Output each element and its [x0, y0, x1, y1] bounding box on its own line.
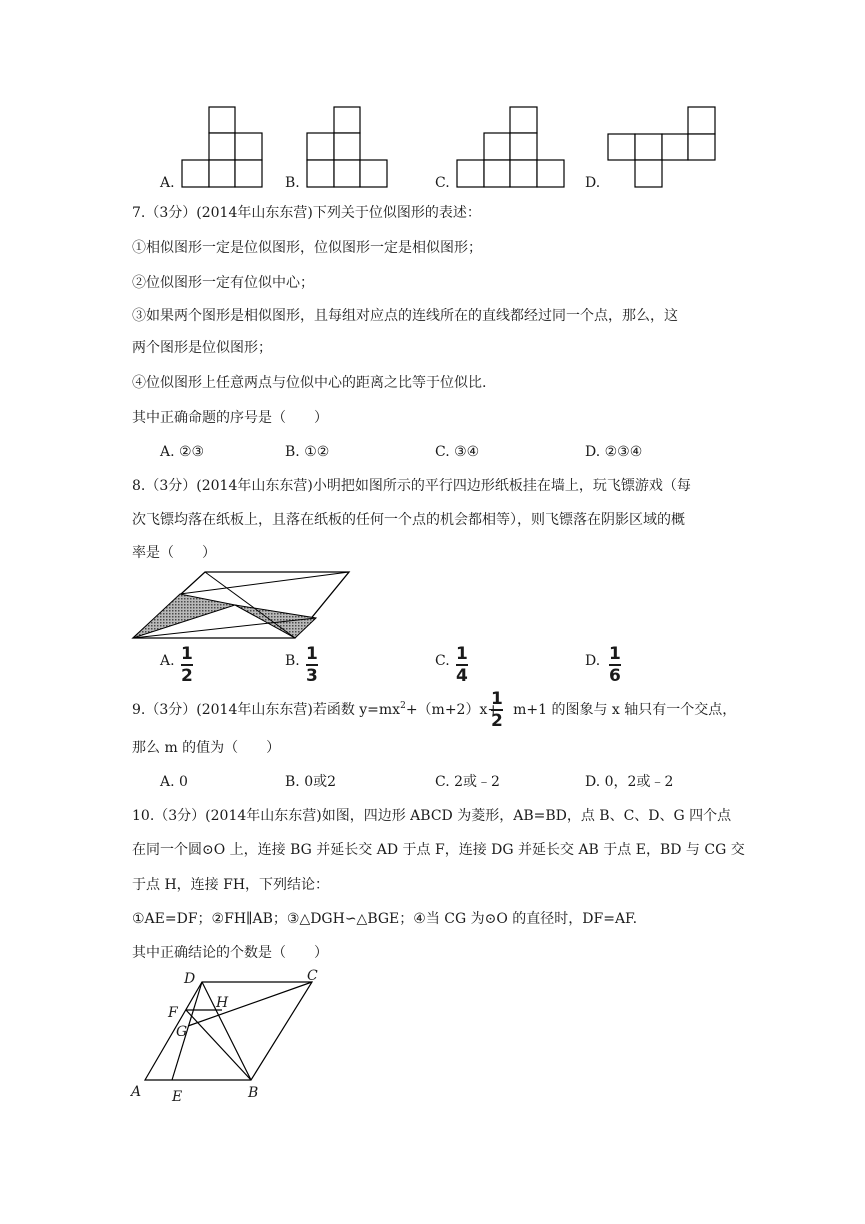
q8-option-b-label[interactable]: B.: [285, 653, 300, 669]
q9-stem-mid: +（m+2）x+: [405, 702, 500, 718]
q9-stem-pre: 9.（3分）(2014年山东东营)若函数 y=mx: [132, 702, 401, 718]
point-label-d: D: [184, 971, 196, 987]
q10-stem-line-2: 在同一个圆⊙O 上，连接 BG 并延长交 AD 于点 F，连接 DG 并延长交 AB 于点 E，BD 与 CG 交: [132, 842, 745, 858]
q8-stem-line-1: 8.（3分）(2014年山东东营)小明把如图所示的平行四边形纸板挂在墙上，玩飞镖游戏（每: [132, 478, 691, 494]
q6-option-d-label[interactable]: D.: [585, 175, 601, 191]
q7-statement-3-cont: 两个图形是位似图形；: [132, 340, 272, 356]
q8-option-d-fraction: [609, 645, 621, 685]
q10-stem-line-1: 10.（3分）(2014年山东东营)如图，四边形 ABCD 为菱形，AB=BD，点 B、C、D、G 四个点: [132, 808, 732, 824]
q10-stem-line-3: 于点 H，连接 FH，下列结论：: [132, 877, 330, 893]
denominator: 2: [181, 666, 193, 686]
q10-conclusions: ①AE=DF；②FH∥AB；③△DGH∽△BGE；④当 CG 为⊙O 的直径时，DF=AF.: [132, 911, 638, 927]
q7-statement-3: ③如果两个图形是相似图形，且每组对应点的连线所在的直线都经过同一个点，那么，这: [132, 308, 678, 324]
q7-statement-2: ②位似图形一定有位似中心；: [132, 275, 314, 291]
q7-option-b[interactable]: B. ①②: [285, 444, 330, 460]
q9-option-d[interactable]: D. 0，2或﹣2: [585, 774, 674, 790]
q8-option-b-fraction: [306, 645, 318, 685]
point-label-a: A: [131, 1084, 142, 1100]
q10-rhombus-figure: [128, 968, 328, 1103]
numerator: 1: [456, 644, 468, 664]
denominator: 2: [491, 711, 503, 731]
q7-option-a[interactable]: A. ②③: [160, 444, 205, 460]
q6-option-b-figure: [307, 107, 389, 189]
q6-option-a-figure: [182, 107, 264, 189]
q7-stem: 7.（3分）(2014年山东东营)下列关于位似图形的表述：: [132, 205, 481, 221]
point-label-g: G: [176, 1024, 188, 1040]
q9-stem-line-1: [132, 696, 736, 720]
q7-statement-1: ①相似图形一定是位似图形，位似图形一定是相似图形；: [132, 240, 482, 256]
q10-question: 其中正确结论的个数是（ ）: [132, 945, 328, 961]
q9-stem-line-2: 那么 m 的值为（ ）: [132, 740, 281, 756]
q9-stem-post: m+1 的图象与 x 轴只有一个交点，: [513, 702, 737, 718]
point-label-f: F: [168, 1005, 178, 1021]
q9-fraction: [491, 690, 503, 730]
numerator: 1: [181, 644, 193, 664]
q9-option-a[interactable]: A. 0: [160, 774, 188, 790]
denominator: 3: [306, 666, 318, 686]
denominator: 6: [609, 666, 621, 686]
q8-option-c-fraction: [456, 645, 468, 685]
q8-option-a-label[interactable]: A.: [160, 653, 175, 669]
numerator: 1: [491, 689, 503, 709]
q8-option-a-fraction: [181, 645, 193, 685]
q7-question: 其中正确命题的序号是（ ）: [132, 410, 328, 426]
point-label-h: H: [216, 995, 229, 1011]
q8-parallelogram-figure: [130, 568, 352, 640]
q8-option-d-label[interactable]: D.: [585, 653, 601, 669]
denominator: 4: [456, 666, 468, 686]
point-label-c: C: [307, 968, 318, 984]
q7-statement-4: ④位似图形上任意两点与位似中心的距离之比等于位似比.: [132, 375, 487, 391]
q8-stem-line-2: 次飞镖均落在纸板上，且落在纸板的任何一个点的机会都相等），则飞镖落在阴影区域的概: [132, 512, 685, 528]
q8-option-c-label[interactable]: C.: [435, 653, 450, 669]
q6-option-c-figure: [457, 107, 567, 189]
q7-option-c[interactable]: C. ③④: [435, 444, 480, 460]
q6-option-b-label[interactable]: B.: [285, 175, 300, 191]
numerator: 1: [609, 644, 621, 664]
point-label-e: E: [172, 1089, 183, 1105]
q9-option-b[interactable]: B. 0或2: [285, 774, 337, 790]
q9-exponent: 2: [400, 701, 406, 711]
q9-option-c[interactable]: C. 2或﹣2: [435, 774, 500, 790]
q6-option-a-label[interactable]: A.: [160, 175, 175, 191]
q6-option-d-figure: [608, 107, 718, 189]
q7-option-d[interactable]: D. ②③④: [585, 444, 643, 460]
numerator: 1: [306, 644, 318, 664]
q6-option-c-label[interactable]: C.: [435, 175, 450, 191]
q8-stem-line-3: 率是（ ）: [132, 545, 216, 561]
point-label-b: B: [248, 1085, 259, 1101]
